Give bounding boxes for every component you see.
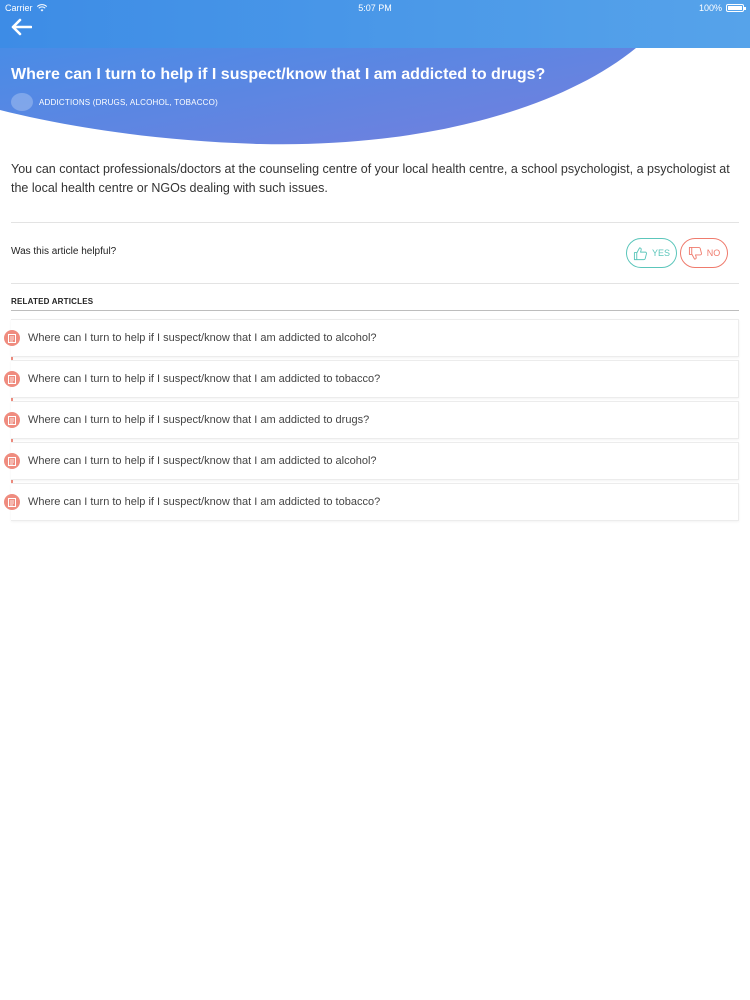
- related-article-item[interactable]: [11, 360, 739, 398]
- yes-label: YES: [651, 248, 670, 258]
- no-button[interactable]: [680, 238, 728, 268]
- related-articles-rule: [11, 310, 739, 311]
- document-icon: [4, 330, 20, 346]
- related-article-label: Where can I turn to help if I suspect/know that I am addicted to alcohol?: [28, 455, 377, 467]
- battery-percent: 100%: [698, 3, 722, 13]
- category-label: ADDICTIONS (DRUGS, ALCOHOL, TOBACCO): [39, 97, 218, 107]
- document-icon: [4, 494, 20, 510]
- battery-indicator: [699, 3, 744, 13]
- related-article-label: Where can I turn to help if I suspect/know that I am addicted to tobacco?: [28, 496, 381, 508]
- related-article-item[interactable]: [11, 442, 739, 480]
- thumbs-down-icon: [688, 246, 703, 261]
- related-articles-heading: RELATED ARTICLES: [11, 297, 94, 306]
- no-label: NO: [706, 248, 721, 258]
- related-articles-list: [11, 319, 739, 524]
- battery-icon: [726, 4, 744, 12]
- back-button[interactable]: [8, 16, 34, 38]
- divider: [11, 222, 739, 223]
- document-icon: [4, 412, 20, 428]
- helpful-question: Was this article helpful?: [11, 246, 117, 257]
- document-icon: [4, 371, 20, 387]
- divider: [11, 283, 739, 284]
- arrow-left-icon: [10, 18, 32, 36]
- status-time: 5:07 PM: [358, 3, 392, 13]
- related-article-item[interactable]: [11, 483, 739, 521]
- status-bar: [0, 0, 750, 16]
- related-article-item[interactable]: [11, 319, 739, 357]
- category-tag[interactable]: [11, 93, 218, 111]
- related-article-label: Where can I turn to help if I suspect/know that I am addicted to drugs?: [28, 414, 370, 426]
- related-article-label: Where can I turn to help if I suspect/know that I am addicted to tobacco?: [28, 373, 381, 385]
- thumbs-up-icon: [633, 246, 648, 261]
- category-icon: [11, 93, 33, 111]
- related-article-item[interactable]: [11, 401, 739, 439]
- yes-button[interactable]: [626, 238, 677, 268]
- document-icon: [4, 453, 20, 469]
- article-title: Where can I turn to help if I suspect/know that I am addicted to drugs?: [11, 66, 546, 83]
- carrier-label: Carrier: [5, 3, 33, 13]
- related-article-label: Where can I turn to help if I suspect/know that I am addicted to alcohol?: [28, 332, 377, 344]
- article-body: You can contact professionals/doctors at the counseling centre of your local health centre, a school psychologist, a psychologist at the local health centre or NGOs dealing with such issues.: [11, 162, 730, 195]
